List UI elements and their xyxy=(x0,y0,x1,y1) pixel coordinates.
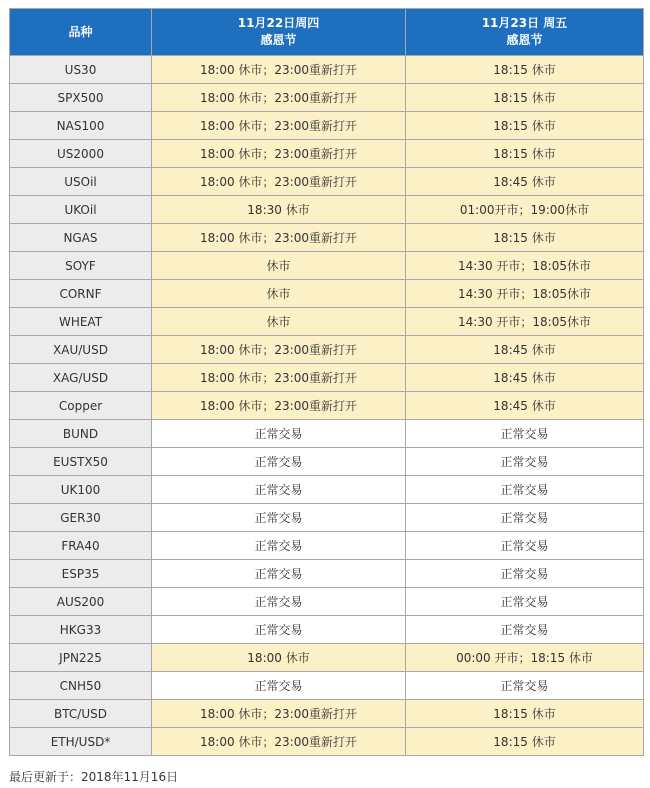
day1-schedule-cell: 18:00 休市；23:00重新打开 xyxy=(152,336,406,364)
day1-schedule-cell: 正常交易 xyxy=(152,672,406,700)
header-symbol xyxy=(10,9,152,56)
symbol-cell: SOYF xyxy=(10,252,152,280)
symbol-cell: UK100 xyxy=(10,476,152,504)
header-day2-holiday: 感恩节 xyxy=(506,33,543,47)
day1-schedule-cell: 正常交易 xyxy=(152,420,406,448)
table-row xyxy=(10,168,644,196)
day1-schedule-cell: 18:00 休市；23:00重新打开 xyxy=(152,392,406,420)
day1-schedule-cell: 18:00 休市；23:00重新打开 xyxy=(152,700,406,728)
table-row xyxy=(10,448,644,476)
symbol-cell: EUSTX50 xyxy=(10,448,152,476)
day1-schedule-cell: 休市 xyxy=(152,280,406,308)
table-row xyxy=(10,56,644,84)
table-row xyxy=(10,364,644,392)
symbol-cell: US30 xyxy=(10,56,152,84)
day2-schedule-cell: 正常交易 xyxy=(406,672,644,700)
table-row xyxy=(10,280,644,308)
symbol-cell: NGAS xyxy=(10,224,152,252)
table-row xyxy=(10,644,644,672)
day2-schedule-cell: 正常交易 xyxy=(406,560,644,588)
table-row xyxy=(10,560,644,588)
table-row xyxy=(10,532,644,560)
symbol-cell: WHEAT xyxy=(10,308,152,336)
symbol-cell: XAU/USD xyxy=(10,336,152,364)
day1-schedule-cell: 休市 xyxy=(152,252,406,280)
table-row xyxy=(10,504,644,532)
symbol-cell: JPN225 xyxy=(10,644,152,672)
day2-schedule-cell: 18:45 休市 xyxy=(406,336,644,364)
symbol-cell: HKG33 xyxy=(10,616,152,644)
table-row xyxy=(10,140,644,168)
day2-schedule-cell: 18:15 休市 xyxy=(406,56,644,84)
day2-schedule-cell: 18:45 休市 xyxy=(406,392,644,420)
day1-schedule-cell: 18:00 休市 xyxy=(152,644,406,672)
table-row xyxy=(10,588,644,616)
day2-schedule-cell: 18:15 休市 xyxy=(406,224,644,252)
day1-schedule-cell: 18:00 休市；23:00重新打开 xyxy=(152,84,406,112)
day2-schedule-cell: 18:15 休市 xyxy=(406,728,644,756)
table-row xyxy=(10,672,644,700)
day2-schedule-cell: 18:15 休市 xyxy=(406,700,644,728)
symbol-cell: UKOil xyxy=(10,196,152,224)
table-row xyxy=(10,336,644,364)
symbol-cell: ESP35 xyxy=(10,560,152,588)
day2-schedule-cell: 正常交易 xyxy=(406,616,644,644)
day2-schedule-cell: 14:30 开市；18:05休市 xyxy=(406,252,644,280)
table-row xyxy=(10,224,644,252)
table-row xyxy=(10,308,644,336)
day1-schedule-cell: 休市 xyxy=(152,308,406,336)
day1-schedule-cell: 18:00 休市；23:00重新打开 xyxy=(152,56,406,84)
day1-schedule-cell: 18:00 休市；23:00重新打开 xyxy=(152,168,406,196)
day1-schedule-cell: 正常交易 xyxy=(152,588,406,616)
symbol-cell: CORNF xyxy=(10,280,152,308)
day1-schedule-cell: 正常交易 xyxy=(152,532,406,560)
last-updated-note: 最后更新于：2018年11月16日 xyxy=(9,770,179,784)
day2-schedule-cell: 01:00开市；19:00休市 xyxy=(406,196,644,224)
day2-schedule-cell: 18:45 休市 xyxy=(406,364,644,392)
header-day2 xyxy=(406,9,644,56)
day2-schedule-cell: 正常交易 xyxy=(406,504,644,532)
symbol-cell: AUS200 xyxy=(10,588,152,616)
header-day2-date: 11月23日 周五 xyxy=(481,16,568,30)
symbol-cell: XAG/USD xyxy=(10,364,152,392)
day2-schedule-cell: 正常交易 xyxy=(406,420,644,448)
day2-schedule-cell: 正常交易 xyxy=(406,476,644,504)
day2-schedule-cell: 00:00 开市；18:15 休市 xyxy=(406,644,644,672)
symbol-cell: USOil xyxy=(10,168,152,196)
day2-schedule-cell: 14:30 开市；18:05休市 xyxy=(406,308,644,336)
table-row xyxy=(10,196,644,224)
day1-schedule-cell: 正常交易 xyxy=(152,448,406,476)
table-row xyxy=(10,476,644,504)
symbol-cell: FRA40 xyxy=(10,532,152,560)
holiday-schedule-table xyxy=(9,8,644,756)
table-row xyxy=(10,252,644,280)
day2-schedule-cell: 18:45 休市 xyxy=(406,168,644,196)
table-row xyxy=(10,700,644,728)
symbol-cell: SPX500 xyxy=(10,84,152,112)
day2-schedule-cell: 18:15 休市 xyxy=(406,112,644,140)
header-day1-holiday: 感恩节 xyxy=(260,33,297,47)
day1-schedule-cell: 正常交易 xyxy=(152,504,406,532)
table-row xyxy=(10,84,644,112)
symbol-cell: US2000 xyxy=(10,140,152,168)
day1-schedule-cell: 正常交易 xyxy=(152,616,406,644)
symbol-cell: ETH/USD* xyxy=(10,728,152,756)
day2-schedule-cell: 正常交易 xyxy=(406,532,644,560)
table-row xyxy=(10,420,644,448)
symbol-cell: GER30 xyxy=(10,504,152,532)
day1-schedule-cell: 18:30 休市 xyxy=(152,196,406,224)
table-row xyxy=(10,728,644,756)
day2-schedule-cell: 正常交易 xyxy=(406,448,644,476)
symbol-cell: NAS100 xyxy=(10,112,152,140)
table-row xyxy=(10,616,644,644)
symbol-cell: Copper xyxy=(10,392,152,420)
header-day1 xyxy=(152,9,406,56)
table-row xyxy=(10,392,644,420)
day2-schedule-cell: 18:15 休市 xyxy=(406,140,644,168)
day1-schedule-cell: 正常交易 xyxy=(152,560,406,588)
header-symbol-label: 品种 xyxy=(68,24,93,39)
symbol-cell: CNH50 xyxy=(10,672,152,700)
day2-schedule-cell: 14:30 开市；18:05休市 xyxy=(406,280,644,308)
table-header-row xyxy=(10,9,644,56)
symbol-cell: BTC/USD xyxy=(10,700,152,728)
day2-schedule-cell: 正常交易 xyxy=(406,588,644,616)
day1-schedule-cell: 18:00 休市；23:00重新打开 xyxy=(152,112,406,140)
symbol-cell: BUND xyxy=(10,420,152,448)
day1-schedule-cell: 18:00 休市；23:00重新打开 xyxy=(152,364,406,392)
day1-schedule-cell: 18:00 休市；23:00重新打开 xyxy=(152,140,406,168)
day2-schedule-cell: 18:15 休市 xyxy=(406,84,644,112)
day1-schedule-cell: 正常交易 xyxy=(152,476,406,504)
day1-schedule-cell: 18:00 休市；23:00重新打开 xyxy=(152,728,406,756)
table-row xyxy=(10,112,644,140)
header-day1-date: 11月22日周四 xyxy=(237,16,320,30)
day1-schedule-cell: 18:00 休市；23:00重新打开 xyxy=(152,224,406,252)
